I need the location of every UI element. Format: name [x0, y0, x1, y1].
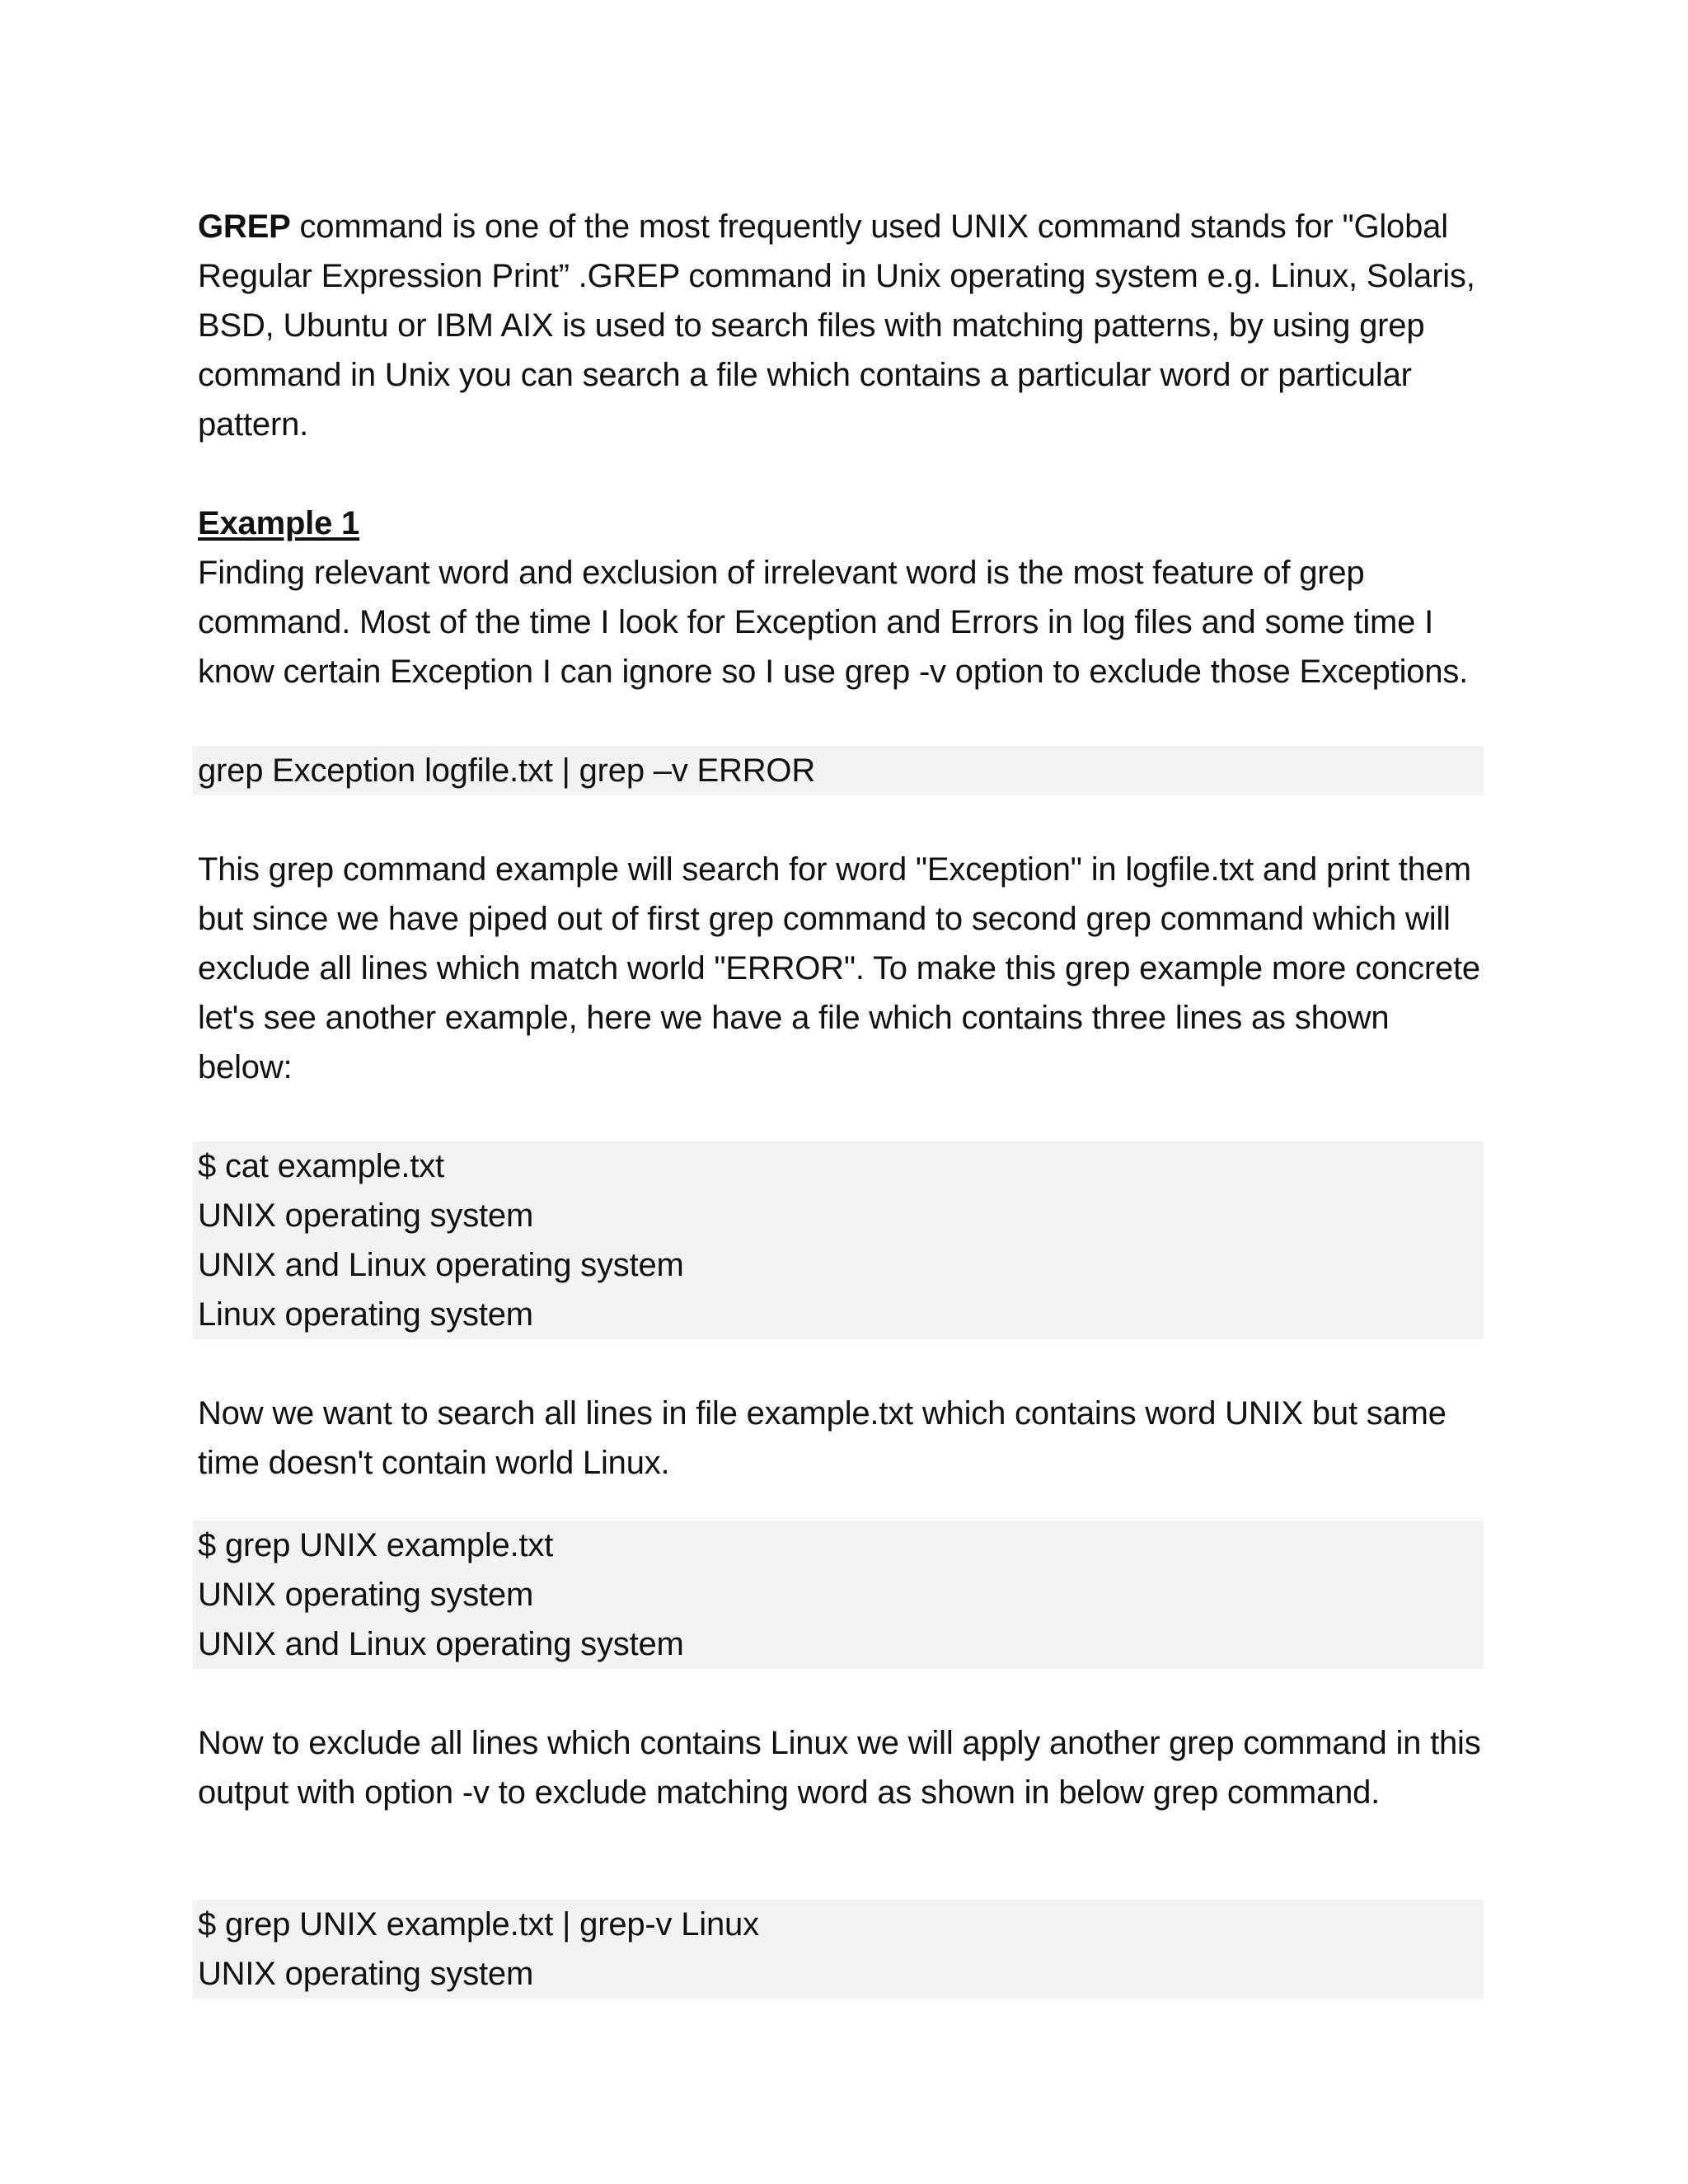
code-line: UNIX operating system [198, 1197, 534, 1234]
code-line: UNIX and Linux operating system [198, 1626, 684, 1662]
explanation-paragraph: This grep command example will search for word "Exception" in logfile.txt and print them but since we have piped out of first grep command to second grep command which will exclude all lines which match world "ERROR". To make this grep example more concrete let's see another example, here we have a file which contains three lines as shown below: [198, 851, 1480, 1085]
code-line: grep Exception logfile.txt | grep –v ERROR [198, 752, 816, 789]
code-line: Linux operating system [198, 1296, 533, 1333]
code-line: $ grep UNIX example.txt [198, 1527, 554, 1563]
code-line: $ grep UNIX example.txt | grep-v Linux [198, 1906, 759, 1943]
example-1-heading: Example 1 [198, 505, 360, 541]
search-paragraph: Now we want to search all lines in file example.txt which contains word UNIX but same time doesn't contain world Linux. [198, 1395, 1447, 1481]
code-block-cat-example [193, 1141, 1484, 1339]
example-1-description: Finding relevant word and exclusion of irrelevant word is the most feature of grep command. Most of the time I look for Exception and Errors in log files and some time I know certain Exception I can ignore so I use grep -v option to exclude those Exceptions. [198, 555, 1469, 690]
code-line: $ cat example.txt [198, 1148, 444, 1184]
grep-term: GREP [198, 209, 291, 245]
code-block-grep-unix [193, 1521, 1484, 1669]
exclude-paragraph: Now to exclude all lines which contains Linux we will apply another grep command in this output with option -v to exclude matching word as shown in below grep command. [198, 1725, 1481, 1811]
code-line: UNIX operating system [198, 1956, 534, 1992]
intro-text: command is one of the most frequently used UNIX command stands for "Global Regular Expression Print” .GREP command in Unix operating system e.g. Linux, Solaris, BSD, Ubuntu or IBM AIX is used to search files with matching patterns, by using grep command in Unix you can search a file which contains a particular word or particular pattern. [198, 209, 1475, 443]
code-block-grep-exclude [193, 1900, 1484, 1999]
code-line: UNIX operating system [198, 1577, 534, 1613]
code-block-grep-exception [193, 746, 1484, 795]
intro-paragraph [198, 202, 1484, 449]
document-body [198, 202, 1484, 1999]
code-line: UNIX and Linux operating system [198, 1247, 684, 1283]
